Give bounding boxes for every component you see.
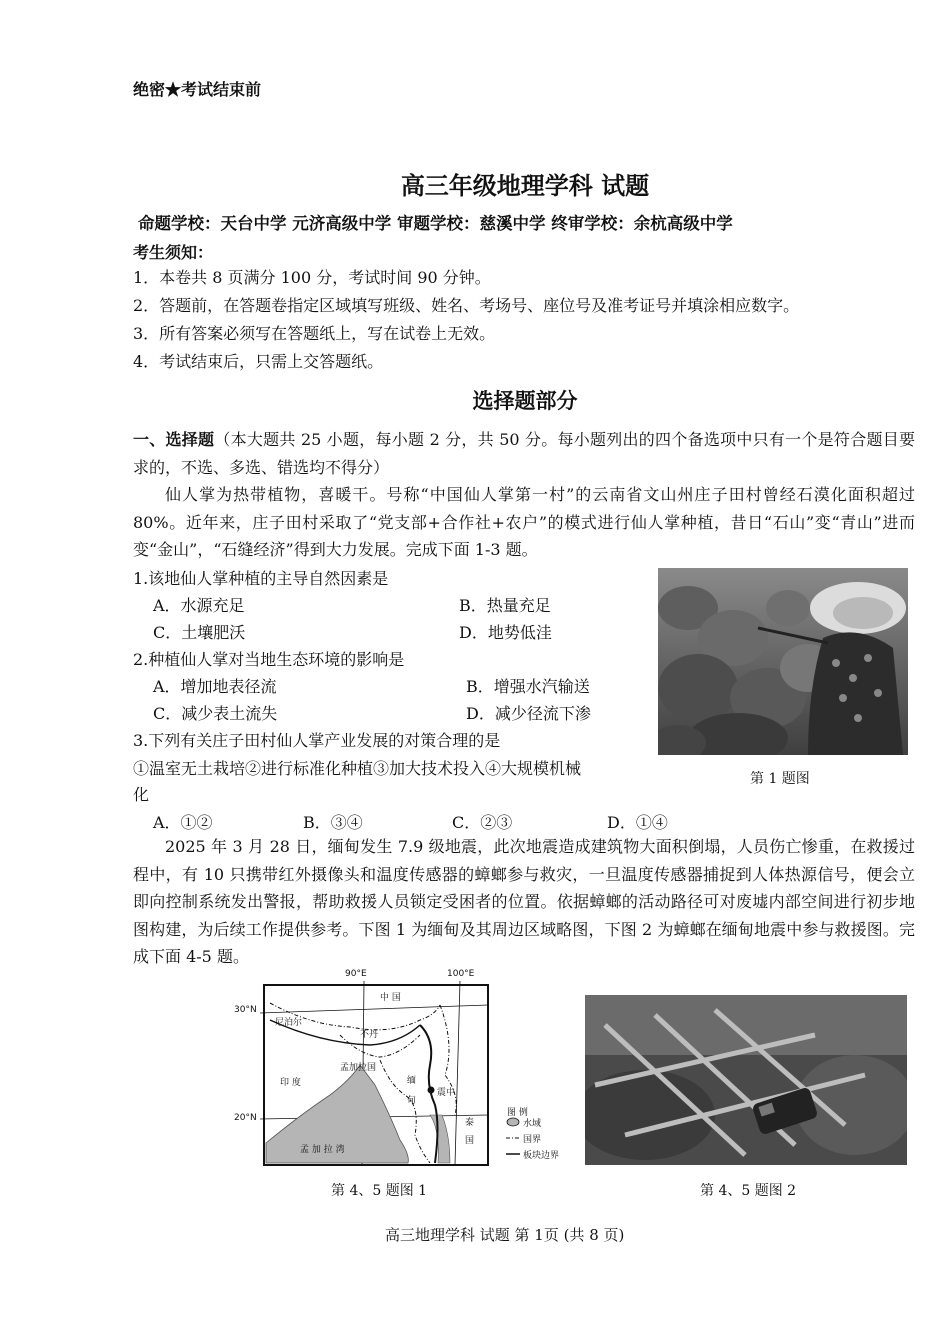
map-label-myanmar-2: 甸 xyxy=(407,1096,417,1106)
myanmar-region-map xyxy=(230,965,575,1170)
notice-item: 2．答题前，在答题卷指定区域填写班级、姓名、考场号、座位号及准考证号并填涂相应数字。 xyxy=(133,296,800,315)
figure-1-caption: 第 1 题图 xyxy=(750,771,810,787)
question-1-stem: 1.该地仙人掌种植的主导自然因素是 xyxy=(133,569,389,588)
question-3-items: ①温室无土栽培②进行标准化种植③加大技术投入④大规模机械 xyxy=(133,759,582,778)
map-legend-water: 水域 xyxy=(523,1119,542,1129)
school-info: 命题学校：天台中学 元济高级中学 审题学校：慈溪中学 终审学校：余杭高级中学 xyxy=(138,214,733,233)
map-label-india: 印 度 xyxy=(280,1078,301,1088)
map-label-bhutan: 不丹 xyxy=(360,1030,379,1040)
section-heading-rest: （本大题共 25 小题，每小题 2 分，共 50 分。每小题列出的四个备选项中只有一个是符合题目要求的，不选、多选、错选均不得分） xyxy=(133,430,915,477)
page-title: 高三年级地理学科 试题 xyxy=(400,171,650,200)
map-label-bangladesh: 孟加拉国 xyxy=(340,1063,377,1073)
question-1-option-d: D．地势低洼 xyxy=(459,623,552,642)
map-lat-20: 20°N xyxy=(234,1113,257,1123)
notice-item: 1．本卷共 8 页满分 100 分，考试时间 90 分钟。 xyxy=(133,268,491,287)
question-3-option-b: B．③④ xyxy=(303,813,363,832)
map-lon-100: 100°E xyxy=(447,969,475,979)
section-heading-bold: 一、选择题 xyxy=(133,430,215,449)
cockroach-rescue-photo xyxy=(585,995,907,1165)
section-title: 选择题部分 xyxy=(472,388,578,413)
notice-item: 4．考试结束后，只需上交答题纸。 xyxy=(133,352,384,371)
question-3-stem: 3.下列有关庄子田村仙人掌产业发展的对策合理的是 xyxy=(133,731,501,750)
question-2-option-a: A．增加地表径流 xyxy=(153,677,277,696)
question-2-option-b: B．增强水汽输送 xyxy=(466,677,590,696)
map-label-epicenter: 震中 xyxy=(437,1088,456,1098)
notice-heading: 考生须知： xyxy=(133,243,214,262)
map-lon-90: 90°E xyxy=(345,969,367,979)
map-legend-title: 图 例 xyxy=(507,1108,528,1118)
question-1-option-a: A．水源充足 xyxy=(153,596,245,615)
cactus-farming-photo xyxy=(658,568,908,755)
question-2-option-d: D．减少径流下渗 xyxy=(466,704,591,723)
question-3-option-d: D．①④ xyxy=(607,813,668,832)
passage-1: 仙人掌为热带植物，喜暖干。号称“中国仙人掌第一村”的云南省文山州庄子田村曾经石漠化面积超过 80%。近年来，庄子田村采取了“党支部+合作社+农户”的模式进行仙人掌种植，昔日“石山”变“青山”进而变“金山”，“石缝经济”得到大力发展。完成下面 1-3 题。 xyxy=(133,485,915,559)
map-lat-30: 30°N xyxy=(234,1005,257,1015)
question-3-option-c: C．②③ xyxy=(452,813,513,832)
notice-item: 3．所有答案必须写在答题纸上，写在试卷上无效。 xyxy=(133,324,496,343)
map-label-thailand-1: 泰 xyxy=(465,1118,475,1128)
map-legend-plate: 板块边界 xyxy=(523,1151,560,1161)
question-3-option-a: A．①② xyxy=(153,813,213,832)
question-2-stem: 2.种植仙人掌对当地生态环境的影响是 xyxy=(133,650,405,669)
question-1-option-b: B．热量充足 xyxy=(459,596,551,615)
page-footer: 高三地理学科 试题 第 1页 (共 8 页) xyxy=(385,1226,625,1244)
map-label-thailand-2: 国 xyxy=(465,1136,475,1146)
map-label-bay-of-bengal: 孟 加 拉 湾 xyxy=(300,1145,345,1155)
map-legend-border: 国界 xyxy=(523,1135,542,1145)
confidential-label: 绝密★考试结束前 xyxy=(133,80,262,99)
map-label-myanmar-1: 缅 xyxy=(407,1076,417,1086)
map-label-nepal: 尼泊尔 xyxy=(275,1018,303,1028)
passage-2: 2025 年 3 月 28 日，缅甸发生 7.9 级地震，此次地震造成建筑物大面积倒塌，人员伤亡惨重，在救援过程中，有 10 只携带红外摄像头和温度传感器的蟑螂参与救灾，一旦温度传感器捕捉到人体热源信号，便会立即向控制系统发出警报，帮助救援人员锁定受困者的位置。依据蟑螂的活动路径可对废墟内部空间进行初步地图构建，为后续工作提供参考。下图 1 为缅甸及其周边区域略图，下图 2 为蟑螂在缅甸地震中参与救援图。完成下面 4-5 题。 xyxy=(133,837,915,966)
map-label-china: 中 国 xyxy=(380,993,401,1003)
question-1-option-c: C．土壤肥沃 xyxy=(153,623,246,642)
figure-45-1-caption: 第 4、5 题图 1 xyxy=(331,1183,428,1199)
figure-45-2-caption: 第 4、5 题图 2 xyxy=(700,1183,797,1199)
question-2-option-c: C．减少表土流失 xyxy=(153,704,278,723)
section-heading xyxy=(133,426,915,481)
question-3-items-cont: 化 xyxy=(133,785,150,804)
